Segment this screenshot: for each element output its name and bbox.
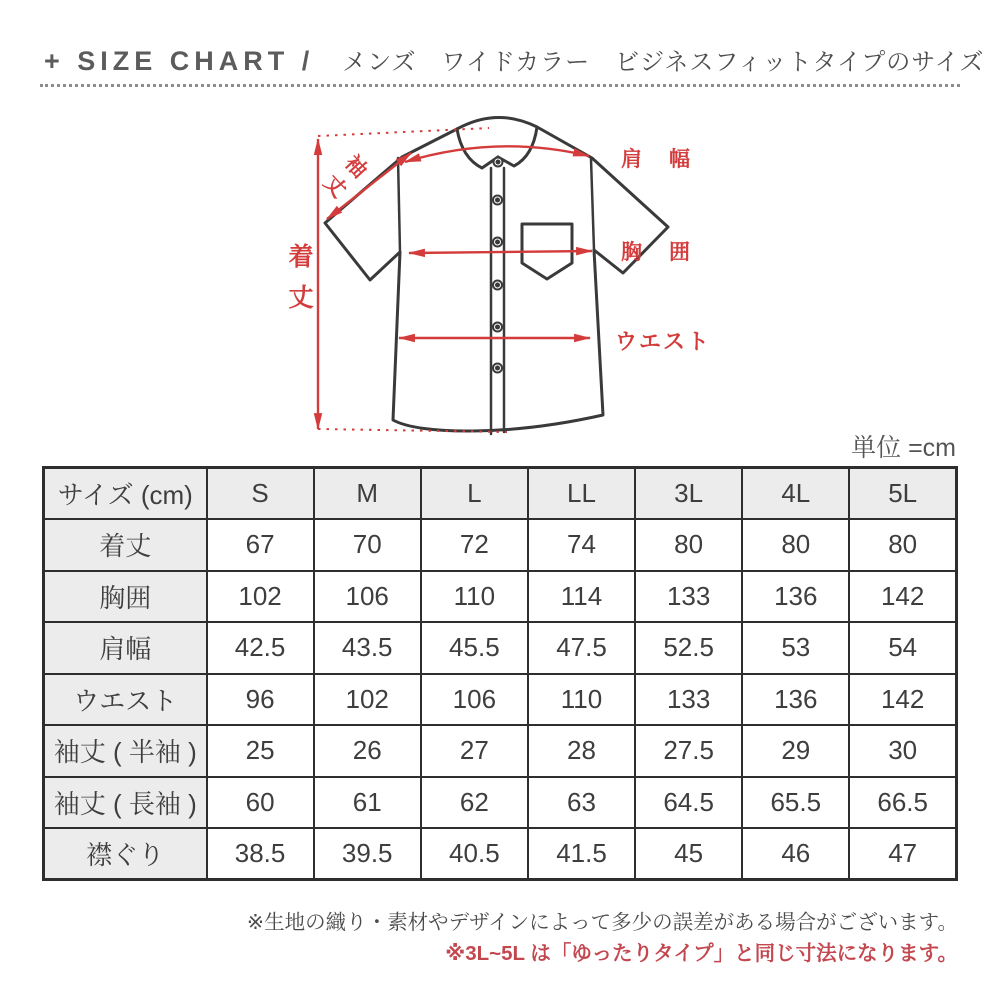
measure-value-cell: 133	[635, 571, 742, 623]
size-column-header: S	[207, 468, 314, 520]
chest-label: 胸 囲	[621, 241, 693, 264]
measure-value-cell: 54	[849, 622, 956, 674]
size-table-header-row	[44, 468, 957, 520]
header-dotted-divider	[40, 84, 960, 87]
measure-value-cell: 80	[635, 519, 742, 571]
size-table	[42, 466, 958, 881]
measure-value-cell: 45	[635, 828, 742, 880]
shirt-buttons	[493, 158, 503, 373]
measure-value-cell: 46	[742, 828, 849, 880]
measure-value-cell: 110	[421, 571, 528, 623]
size-column-header: 5L	[849, 468, 956, 520]
measure-value-cell: 102	[314, 674, 421, 726]
table-row	[44, 674, 957, 726]
measure-row-label: 胸囲	[44, 571, 207, 623]
table-row	[44, 519, 957, 571]
measure-value-cell: 61	[314, 777, 421, 829]
measure-value-cell: 47.5	[528, 622, 635, 674]
measure-value-cell: 43.5	[314, 622, 421, 674]
measure-value-cell: 28	[528, 725, 635, 777]
measure-value-cell: 53	[742, 622, 849, 674]
shirt-collar-outer	[457, 117, 537, 129]
measure-value-cell: 106	[421, 674, 528, 726]
measure-row-label: ウエスト	[44, 674, 207, 726]
measure-row-label: 袖丈 ( 半袖 )	[44, 725, 207, 777]
measure-value-cell: 106	[314, 571, 421, 623]
measure-value-cell: 52.5	[635, 622, 742, 674]
measure-value-cell: 136	[742, 674, 849, 726]
page-title: + SIZE CHART /	[44, 46, 315, 76]
measure-value-cell: 102	[207, 571, 314, 623]
measure-value-cell: 29	[742, 725, 849, 777]
page-subtitle: メンズ ワイドカラー ビジネスフィットタイプのサイズ	[342, 49, 985, 76]
measure-value-cell: 70	[314, 519, 421, 571]
measure-value-cell: 133	[635, 674, 742, 726]
shoulder-width-label: 肩 幅	[621, 148, 693, 171]
shirt-body	[325, 127, 668, 431]
top-dotted-guide	[318, 128, 489, 136]
measure-row-label: 襟ぐり	[44, 828, 207, 880]
measure-value-cell: 142	[849, 571, 956, 623]
measure-value-cell: 40.5	[421, 828, 528, 880]
size-column-header: M	[314, 468, 421, 520]
table-row	[44, 777, 957, 829]
measure-value-cell: 60	[207, 777, 314, 829]
measure-value-cell: 114	[528, 571, 635, 623]
measure-value-cell: 110	[528, 674, 635, 726]
table-row	[44, 571, 957, 623]
measure-value-cell: 142	[849, 674, 956, 726]
measure-value-cell: 80	[742, 519, 849, 571]
measure-value-cell: 63	[528, 777, 635, 829]
measure-value-cell: 30	[849, 725, 956, 777]
shirt-measurement-diagram	[260, 98, 780, 448]
footnote-tolerance: ※生地の織り・素材やデザインによって多少の誤差がある場合がございます。	[246, 911, 958, 934]
size-column-header: 3L	[635, 468, 742, 520]
waist-label: ウエスト	[615, 329, 712, 354]
size-column-header: LL	[528, 468, 635, 520]
footnotes	[247, 907, 958, 969]
unit-note: 単位 =cm	[851, 434, 956, 462]
measure-value-cell: 66.5	[849, 777, 956, 829]
measure-value-cell: 136	[742, 571, 849, 623]
size-table-corner-header: サイズ (cm)	[44, 468, 207, 520]
measure-value-cell: 27	[421, 725, 528, 777]
measure-value-cell: 38.5	[207, 828, 314, 880]
table-row	[44, 828, 957, 880]
measure-value-cell: 42.5	[207, 622, 314, 674]
measure-value-cell: 80	[849, 519, 956, 571]
measure-row-label: 肩幅	[44, 622, 207, 674]
size-column-header: L	[421, 468, 528, 520]
measure-value-cell: 41.5	[528, 828, 635, 880]
measure-value-cell: 45.5	[421, 622, 528, 674]
measure-row-label: 袖丈 ( 長袖 )	[44, 777, 207, 829]
measure-row-label: 着丈	[44, 519, 207, 571]
body-length-label: 着丈	[285, 243, 313, 325]
measure-value-cell: 26	[314, 725, 421, 777]
footnote-3l-5l: ※3L~5L は「ゆったりタイプ」と同じ寸法になります。	[445, 942, 958, 966]
measure-value-cell: 64.5	[635, 777, 742, 829]
measure-value-cell: 74	[528, 519, 635, 571]
page-header	[44, 42, 984, 77]
chest-arrow	[409, 251, 592, 253]
table-row	[44, 622, 957, 674]
sleeve-length-label: 袖丈	[313, 149, 372, 206]
measure-value-cell: 96	[207, 674, 314, 726]
shirt-placket	[491, 168, 504, 434]
measure-value-cell: 47	[849, 828, 956, 880]
measure-value-cell: 25	[207, 725, 314, 777]
measure-value-cell: 65.5	[742, 777, 849, 829]
measure-value-cell: 27.5	[635, 725, 742, 777]
size-column-header: 4L	[742, 468, 849, 520]
measure-value-cell: 62	[421, 777, 528, 829]
measure-value-cell: 72	[421, 519, 528, 571]
table-row	[44, 725, 957, 777]
measure-value-cell: 39.5	[314, 828, 421, 880]
measure-value-cell: 67	[207, 519, 314, 571]
